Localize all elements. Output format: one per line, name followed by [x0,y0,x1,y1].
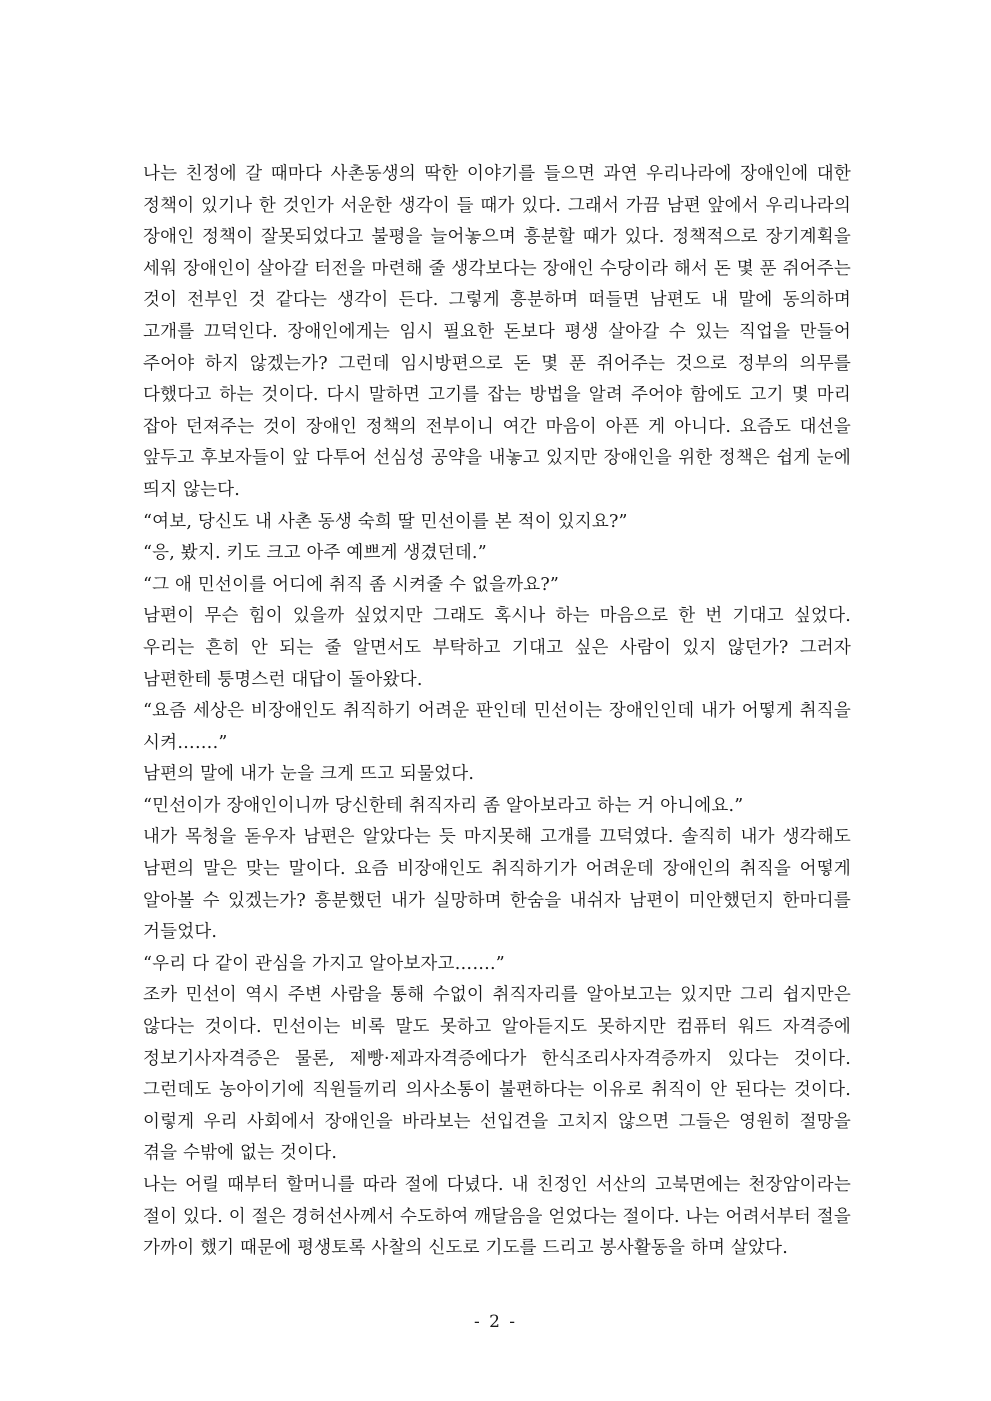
paragraph-hope: 남편이 무슨 힘이 있을까 싶었지만 그래도 혹시나 하는 마음으로 한 번 기대고 싶었다. 우리는 흔히 안 되는 줄 알면서도 부탁하고 기대고 싶은 사람이 있지 않던가? 그러자 남편한테 퉁명스런 대답이 돌아왔다. [143,606,851,690]
paragraph-minseon-job-search: 조카 민선이 역시 주변 사람을 통해 수없이 취직자리를 알아보고는 있지만 그리 쉽지만은 않다는 것이다. 민선이는 비록 말도 못하고 알아듣지도 못하지만 컴퓨터 워드 자격증에 정보기사자격증은 물론, 제빵·제과자격증에다가 한식조리사자격증까지 있다는 것이다. 그런데도 농아이기에 직원들끼리 의사소통이 불편하다는 이유로 취직이 안 된다는 것이다. 이렇게 우리 사회에서 장애인을 바라보는 선입견을 고치지 않으면 그들은 영원히 절망을 겪을 수밖에 없는 것이다. [143,985,851,1164]
dialogue-wife-request: “그 애 민선이를 어디에 취직 좀 시켜줄 수 없을까요?” [143,574,560,595]
dialogue-wife-question: “여보, 당신도 내 사촌 동생 숙희 딸 민선이를 본 적이 있지요?” [143,511,628,532]
dialogue-husband-reply: “응, 봤지. 키도 크고 아주 예쁘게 생겼던데.” [143,543,487,564]
dialogue-husband-refusal: “요즘 세상은 비장애인도 취직하기 어려운 판인데 민선이는 장애인인데 내가 어떻게 취직을 시켜…….” [143,701,851,753]
paragraph-asked-back: 남편의 말에 내가 눈을 크게 뜨고 되물었다. [143,764,475,785]
paragraph-husband-nods: 내가 목청을 돋우자 남편은 알았다는 듯 마지못해 고개를 끄덕였다. 솔직히 내가 생각해도 남편의 말은 맞는 말이다. 요즘 비장애인도 취직하기가 어려운데 장애인의 취직을 어떻게 알아볼 수 있겠는가? 흥분했던 내가 실망하며 한숨을 내쉬자 남편이 미안했던지 한마디를 거들었다. [143,827,851,943]
paragraph-temple: 나는 어릴 때부터 할머니를 따라 절에 다녔다. 내 친정인 서산의 고북면에는 천장암이라는 절이 있다. 이 절은 경허선사께서 수도하여 깨달음을 얻었다는 절이다. 나는 어려서부터 절을 가까이 했기 때문에 평생토록 사찰의 신도로 기도를 드리고 봉사활동을 하며 살았다. [143,1175,851,1259]
dialogue-husband-together: “우리 다 같이 관심을 가지고 알아보자고…….” [143,953,505,974]
dialogue-wife-retort: “민선이가 장애인이니까 당신한테 취직자리 좀 알아보라고 하는 거 아니에요.” [143,795,744,816]
body-text [143,159,851,1265]
paragraph-policy-complaint: 나는 친정에 갈 때마다 사촌동생의 딱한 이야기를 들으면 과연 우리나라에 장애인에 대한 정책이 있기나 한 것인가 서운한 생각이 들 때가 있다. 그래서 가끔 남편 앞에서 우리나라의 장애인 정책이 잘못되었다고 불평을 늘어놓으며 흥분할 때가 있다. 정책적으로 장기계획을 세워 장애인이 살아갈 터전을 마련해 줄 생각보다는 장애인 수당이라 해서 돈 몇 푼 쥐어주는 것이 전부인 것 같다는 생각이 든다. 그렇게 흥분하며 떠들면 남편도 내 말에 동의하며 고개를 끄덕인다. 장애인에게는 임시 필요한 돈보다 평생 살아갈 수 있는 직업을 만들어 주어야 하지 않겠는가? 그런데 임시방편으로 돈 몇 푼 쥐어주는 것으로 정부의 의무를 다했다고 하는 것이다. 다시 말하면 고기를 잡는 방법을 알려 주어야 함에도 고기 몇 마리 잡아 던져주는 것이 장애인 정책의 전부이니 여간 마음이 아픈 게 아니다. 요즘도 대선을 앞두고 후보자들이 앞 다투어 선심성 공약을 내놓고 있지만 장애인을 위한 정책은 쉽게 눈에 띄지 않는다. [143,164,851,500]
page-number: - 2 - [473,1312,518,1332]
